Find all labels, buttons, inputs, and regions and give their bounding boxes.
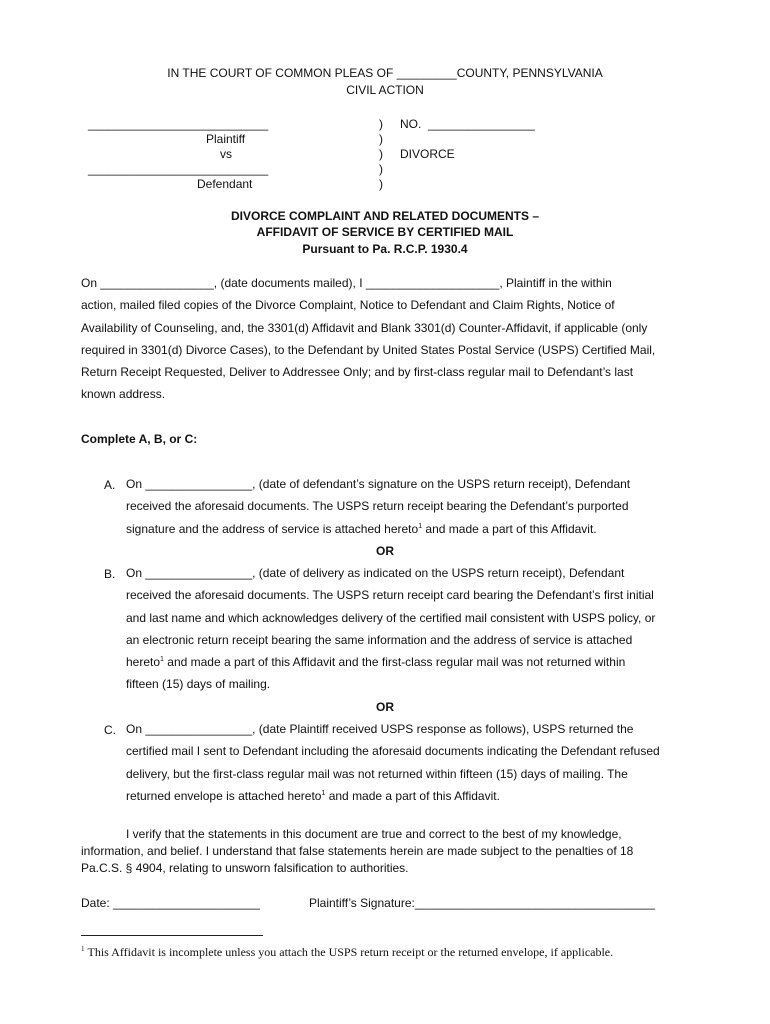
option-a-line: signature and the address of service is attached hereto$^1$ and made a part of this Affidavit. (126, 521, 597, 536)
intro-paragraph (81, 272, 655, 406)
document-title-line3: Pursuant to Pa. R.C.P. 1930.4 (302, 242, 468, 256)
intro-line: action, mailed filed copies of the Divorce Complaint, Notice to Defendant and Claim Rights, Notice of (81, 298, 615, 313)
caption-paren: ) (379, 177, 383, 191)
option-b-line: On ________________, (date of delivery as indicated on the USPS return receipt), Defendant (126, 566, 625, 580)
intro-line: required in 3301(d) Divorce Cases), to the Defendant by United States Postal Service (USPS) Certified Mail, (81, 342, 656, 357)
verification-line: Pa.C.S. § 4904, relating to unsworn falsification to authorities. (81, 861, 409, 875)
footnote-divider (81, 935, 263, 936)
option-b-line: fifteen (15) days of mailing. (126, 677, 271, 692)
versus-label: vs (220, 147, 232, 161)
option-a-line: received the aforesaid documents. The USPS return receipt bearing the Defendant’s purported (126, 499, 629, 514)
caption-paren: ) (379, 132, 383, 146)
court-heading: IN THE COURT OF COMMON PLEAS OF _________COUNTY, PENNSYLVANIA (167, 66, 603, 80)
case-number-field (400, 117, 535, 131)
option-c-line: delivery, but the first-class regular mail was not returned within fifteen (15) days of mailing. The (126, 766, 628, 781)
footnote-reference: 1 (160, 656, 164, 664)
plaintiff-name-blank: ___________________________ (88, 117, 269, 131)
document-title-line2: AFFIDAVIT OF SERVICE BY CERTIFIED MAIL (256, 225, 514, 239)
option-a-line: On ________________, (date of defendant’s signature on the USPS return receipt), Defendant (126, 477, 631, 491)
signature-field (309, 896, 655, 910)
footnote (81, 945, 613, 960)
defendant-name-blank: ___________________________ (88, 162, 269, 176)
option-c-text (126, 718, 660, 807)
option-b-line: hereto$^1$ and made a part of this Affidavit and the first-class regular mail was not returned within (126, 655, 626, 670)
case-type-label: DIVORCE (400, 147, 455, 161)
intro-line: Availability of Counseling, and, the 3301(d) Affidavit and Blank 3301(d) Counter-Affidavit, if applicable (only (81, 320, 648, 335)
case-number-blank: ________________ (428, 117, 535, 131)
option-b-line: and last name and which acknowledges delivery of the certified mail consistent with USPS policy, or (126, 610, 656, 625)
caption-paren: ) (379, 162, 383, 176)
caption-paren: ) (379, 147, 383, 161)
case-number-label: NO. (400, 117, 422, 131)
intro-line: On _________________, (date documents mailed), I ____________________, Plaintiff in the within (81, 276, 612, 290)
civil-action-heading: CIVIL ACTION (346, 83, 424, 97)
signature-blank: ____________________________________ (414, 896, 656, 910)
date-blank: ______________________ (113, 896, 260, 910)
option-a-text (126, 473, 630, 540)
option-b-line: an electronic return receipt bearing the same information and the address of service is attached (126, 632, 633, 647)
or-separator: OR (376, 544, 394, 558)
footnote-text: This Affidavit is incomplete unless you attach the USPS return receipt or the returned envelope, if applicable. (87, 945, 614, 959)
or-separator: OR (376, 700, 394, 714)
signature-label: Plaintiff’s Signature: (309, 896, 415, 910)
option-c-line: returned envelope is attached hereto$^1$ and made a part of this Affidavit. (126, 788, 500, 803)
footnote-marker: 1 (81, 945, 85, 953)
footnote-reference: 1 (321, 789, 326, 797)
footnote-reference: 1 (418, 522, 423, 530)
date-label: Date: (81, 896, 110, 910)
intro-line: known address. (81, 387, 166, 402)
intro-line: Return Receipt Requested, Deliver to Addressee Only; and by first-class regular mail to Defendant’s last (81, 365, 634, 380)
option-b-line: received the aforesaid documents. The USPS return receipt card bearing the Defendant’s first initial (126, 588, 654, 603)
option-b-text (126, 562, 655, 696)
verification-line: I verify that the statements in this document are true and correct to the best of my knowledge, (126, 827, 622, 841)
option-c-line: certified mail I sent to Defendant including the aforesaid documents indicating the Defendant refused (126, 744, 660, 759)
defendant-label: Defendant (197, 177, 253, 191)
plaintiff-label: Plaintiff (206, 132, 246, 146)
verification-line: information, and belief. I understand that false statements herein are made subject to the penalties of 18 (81, 844, 634, 858)
option-b-letter: B. (104, 567, 116, 581)
caption-paren: ) (379, 117, 383, 131)
document-title-line1: DIVORCE COMPLAINT AND RELATED DOCUMENTS – (230, 209, 539, 223)
date-field (81, 896, 260, 910)
option-a-letter: A. (104, 478, 116, 492)
option-c-letter: C. (104, 723, 116, 737)
option-c-line: On ________________, (date Plaintiff received USPS response as follows), USPS returned the (126, 722, 634, 736)
complete-heading: Complete A, B, or C: (81, 432, 198, 446)
